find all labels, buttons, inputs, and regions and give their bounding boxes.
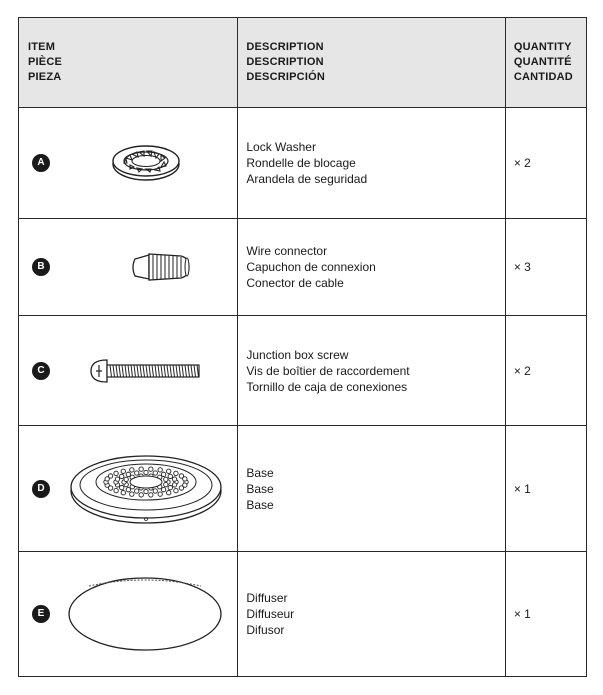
description-fr: Vis de boîtier de raccordement xyxy=(246,363,410,378)
item-cell-e xyxy=(19,552,238,677)
header-description-en: DESCRIPTION xyxy=(246,41,324,53)
lock-washer-icon xyxy=(111,144,181,182)
header-item-en: ITEM xyxy=(28,41,56,53)
description-es: Base xyxy=(246,497,274,512)
item-badge-c: C xyxy=(32,362,50,380)
table-row xyxy=(19,316,587,426)
description-fr: Base xyxy=(246,481,274,496)
description-en: Wire connector xyxy=(246,244,328,258)
description-fr: Capuchon de connexion xyxy=(246,260,376,274)
table-row xyxy=(19,552,587,677)
description-cell-d xyxy=(238,426,505,552)
description-cell-a xyxy=(238,108,505,219)
description-es: Conector de cable xyxy=(246,276,344,290)
description-es: Arandela de seguridad xyxy=(246,172,368,186)
quantity-cell-b: × 3 xyxy=(505,219,586,316)
item-badge-b: B xyxy=(32,258,50,276)
item-cell-b xyxy=(19,219,238,316)
parts-table xyxy=(18,17,587,677)
header-description xyxy=(238,18,505,108)
description-en: Base xyxy=(246,465,274,480)
description-cell-c xyxy=(238,316,505,426)
description-es: Difusor xyxy=(246,623,285,637)
header-item xyxy=(19,18,238,108)
table-row xyxy=(19,108,587,219)
header-row xyxy=(19,18,587,108)
diffuser-icon xyxy=(67,576,223,652)
base-icon xyxy=(69,449,223,529)
header-description-es: DESCRIPCIÓN xyxy=(246,71,325,83)
description-en: Junction box screw xyxy=(246,347,349,362)
header-quantity xyxy=(505,18,586,108)
description-en: Diffuser xyxy=(246,591,288,605)
item-badge-e: E xyxy=(32,605,50,623)
wire-connector-icon xyxy=(129,249,191,285)
item-badge-d: D xyxy=(32,480,50,498)
description-fr: Rondelle de blocage xyxy=(246,156,356,170)
item-cell-d xyxy=(19,426,238,552)
table-row xyxy=(19,219,587,316)
quantity-cell-d: × 1 xyxy=(505,426,586,552)
description-es: Tornillo de caja de conexiones xyxy=(246,379,408,394)
header-item-es: PIEZA xyxy=(28,71,62,83)
quantity-cell-c: × 2 xyxy=(505,316,586,426)
header-description-fr: DESCRIPTION xyxy=(246,56,324,68)
header-quantity-fr: QUANTITÉ xyxy=(513,56,572,68)
description-cell-e xyxy=(238,552,505,677)
description-cell-b xyxy=(238,219,505,316)
table-row xyxy=(19,426,587,552)
description-fr: Diffuseur xyxy=(246,607,295,621)
quantity-cell-e: × 1 xyxy=(505,552,586,677)
header-quantity-es: CANTIDAD xyxy=(513,71,573,83)
header-item-fr: PIÈCE xyxy=(28,56,63,68)
junction-box-screw-icon xyxy=(87,356,203,386)
item-cell-a xyxy=(19,108,238,219)
item-cell-c xyxy=(19,316,238,426)
item-badge-a: A xyxy=(32,154,50,172)
header-quantity-en: QUANTITY xyxy=(513,41,572,53)
quantity-cell-a: × 2 xyxy=(505,108,586,219)
description-en: Lock Washer xyxy=(246,140,316,154)
